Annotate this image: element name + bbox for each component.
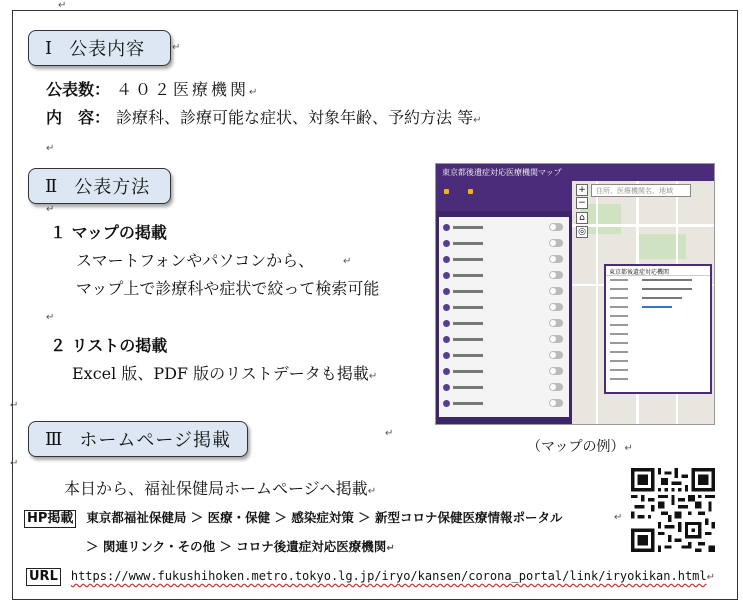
list-listing-title: ２ リストの掲載 — [50, 336, 168, 355]
count-value: ４０２医療機関 — [116, 80, 250, 99]
publication-content — [46, 108, 482, 131]
popup-title: 東京都後遺症対応機関 — [606, 266, 710, 276]
paragraph-mark: ↵ — [368, 371, 378, 382]
list-item[interactable] — [443, 367, 565, 377]
hp-label: HP掲載 — [24, 510, 76, 528]
list-item[interactable] — [443, 383, 565, 393]
map-listing-line2 — [76, 279, 379, 299]
list-item[interactable] — [443, 399, 565, 409]
section2-number: Ⅱ — [45, 175, 59, 197]
map-example-image — [435, 163, 715, 425]
section3-title: ホームページ掲載 — [79, 430, 231, 451]
paragraph-mark: ↵ — [46, 312, 55, 323]
section2-heading — [28, 168, 171, 204]
map-sidebar — [436, 181, 572, 425]
homepage-intro — [64, 479, 376, 502]
paragraph-mark: ↵ — [706, 572, 716, 583]
map-listing-text2: マップ上で診療科や症状で絞って検索可能 — [76, 279, 380, 298]
paragraph-mark: ↵ — [385, 428, 394, 439]
paragraph-mark: ↵ — [386, 543, 395, 554]
map-listing-text1: スマートフォンやパソコンから、 — [76, 251, 315, 270]
list-item[interactable] — [443, 271, 565, 281]
paragraph-mark: ↵ — [46, 143, 55, 154]
section1-number: Ⅰ — [45, 37, 54, 59]
map-listing-title: １ マップの掲載 — [50, 223, 167, 242]
paragraph-mark: ↵ — [624, 443, 633, 454]
locate-icon[interactable]: ◎ — [576, 226, 588, 238]
publication-count — [46, 80, 257, 103]
map-caption — [527, 436, 633, 456]
map-caption-text: （マップの例） — [527, 439, 625, 455]
portal-url-link[interactable]: https://www.fukushihoken.metro.tokyo.lg.jp/iryo/kansen/corona_portal/link/iryokikan.html — [70, 569, 707, 583]
map-search-input[interactable]: 住所、医療機関名、地域 — [591, 184, 691, 197]
home-icon[interactable]: ⌂ — [576, 212, 588, 224]
content-value: 診療科、診療可能な症状、対象年齢、予約方法 等 — [116, 108, 474, 127]
hp-navigation-path-cont — [86, 537, 395, 559]
list-item[interactable] — [443, 335, 565, 345]
list-item[interactable] — [443, 223, 565, 233]
paragraph-mark: ↵ — [367, 486, 377, 497]
homepage-intro-text: 本日から、福祉保健局ホームページへ掲載 — [64, 479, 368, 498]
list-item[interactable] — [443, 239, 565, 249]
paragraph-mark: ↵ — [614, 512, 623, 523]
map-filter-list — [439, 217, 569, 417]
hp-navigation-path — [24, 508, 563, 528]
list-item[interactable] — [443, 303, 565, 313]
section1-title: 公表内容 — [69, 39, 146, 60]
list-listing-text1: Excel 版、PDF 版のリストデータも掲載 — [72, 364, 369, 383]
map-info-popup — [604, 264, 712, 394]
paragraph-mark: ↵ — [172, 42, 181, 53]
paragraph-mark: ↵ — [249, 87, 258, 98]
paragraph-mark: ↵ — [10, 458, 19, 469]
count-label: 公表数： — [46, 80, 111, 99]
paragraph-mark: ↵ — [58, 0, 67, 11]
section2-title: 公表方法 — [74, 177, 151, 198]
nav-path-line1: 東京都福祉保健局 ＞ 医療・保健 ＞ 感染症対策 ＞ 新型コロナ保健医療情報ポータル — [86, 510, 563, 525]
paragraph-mark: ↵ — [343, 256, 352, 267]
url-line — [26, 565, 715, 588]
list-item[interactable] — [443, 255, 565, 265]
zoom-in-icon[interactable]: + — [576, 184, 588, 196]
section3-number: Ⅲ — [45, 428, 64, 450]
content-label: 内 容： — [46, 108, 111, 127]
map-listing-line1 — [76, 251, 314, 271]
section3-heading — [28, 421, 248, 457]
paragraph-mark: ↵ — [473, 115, 482, 126]
list-item[interactable] — [443, 351, 565, 361]
url-label: URL — [26, 568, 61, 586]
paragraph-mark: ↵ — [46, 204, 55, 215]
list-listing-line1 — [72, 364, 377, 387]
list-item[interactable] — [443, 319, 565, 329]
map-header-title: 東京都後遺症対応医療機関マップ — [436, 164, 714, 181]
qr-code-icon — [631, 468, 715, 552]
paragraph-mark: ↵ — [10, 400, 19, 411]
nav-path-line2: ＞ 関連リンク・その他 ＞ コロナ後遺症対応医療機関 — [86, 539, 387, 554]
zoom-out-icon[interactable]: − — [576, 197, 588, 209]
list-item[interactable] — [443, 287, 565, 297]
section1-heading — [28, 30, 171, 66]
